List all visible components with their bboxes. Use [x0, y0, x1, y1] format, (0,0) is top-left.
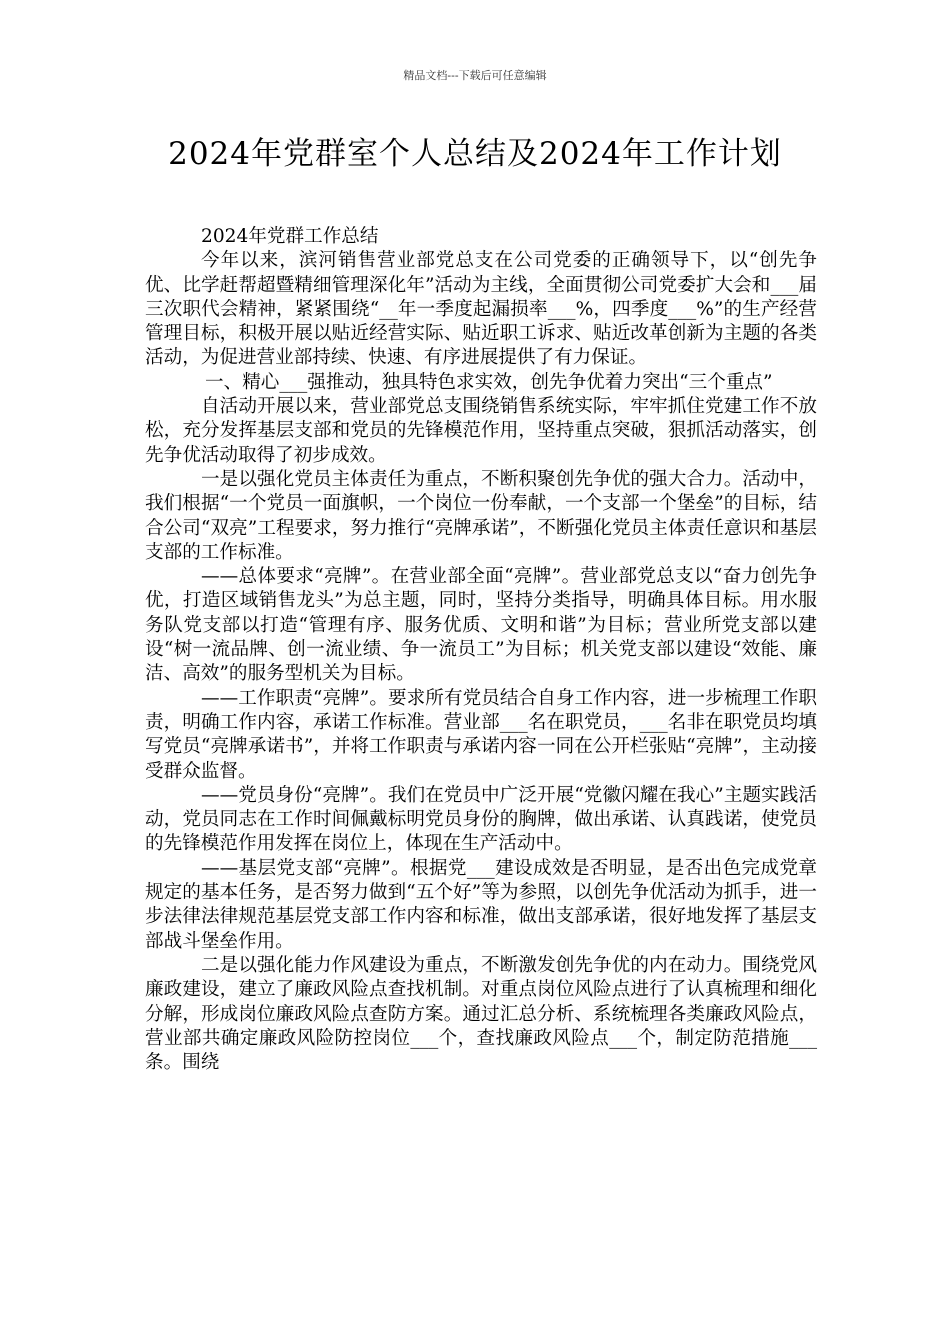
body-paragraph: 一是以强化党员主体责任为重点，不断积聚创先争优的强大合力。活动中，我们根据“一个党员一面旗帜，一个岗位一份奉献，一个支部一个堡垒”的目标，结合公司“双亮”工程要求，努力推行“亮牌承诺”，不断强化党员主体责任意识和基层支部的工作标准。 [145, 468, 817, 563]
body-paragraph: ——工作职责“亮牌”。要求所有党员结合自身工作内容，进一步梳理工作职责，明确工作内容，承诺工作标准。营业部___名在职党员，___名非在职党员均填写党员“亮牌承诺书”，并将工作职责与承诺内容一同在公开栏张贴“亮牌”，主动接受群众监督。 [145, 687, 817, 782]
body-paragraph: ——党员身份“亮牌”。我们在党员中广泛开展“党徽闪耀在我心”主题实践活动，党员同志在工作时间佩戴标明党员身份的胸牌，做出承诺、认真践诺，使党员的先锋模范作用发挥在岗位上，体现在生产活动中。 [145, 784, 817, 855]
document-title: 2024年党群室个人总结及2024年工作计划 [168, 136, 782, 172]
section-heading: 2024年党群工作总结 [201, 226, 379, 247]
document-body [145, 225, 817, 1075]
body-paragraph: 今年以来，滨河销售营业部党总支在公司党委的正确领导下，以“创先争优、比学赶帮超暨精细管理深化年”活动为主线，全面贯彻公司党委扩大会和___届三次职代会精神，紧紧围绕“__年一季度起漏损率___%，四季度___%”的生产经营管理目标，积极开展以贴近经营实际、贴近职工诉求、贴近改革创新为主题的各类活动，为促进营业部持续、快速、有序进展提供了有力保证。 [145, 250, 817, 369]
body-paragraph: ——总体要求“亮牌”。在营业部全面“亮牌”。营业部党总支以“奋力创先争优，打造区域销售龙头”为总主题，同时，坚持分类指导，明确具体目标。用水服务队党支部以打造“管理有序、服务优质、文明和谐”为目标；营业所党支部以建设“树一流品牌、创一流业绩、争一流员工”为目标；机关党支部以建设“效能、廉洁、高效”的服务型机关为目标。 [145, 566, 817, 685]
body-paragraph: ——基层党支部“亮牌”。根据党___建设成效是否明显，是否出色完成党章规定的基本任务，是否努力做到“五个好”等为参照，以创先争优活动为抓手，进一步法律法律规范基层党支部工作内容和标准，做出支部承诺，很好地发挥了基层支部战斗堡垒作用。 [145, 857, 817, 952]
header-note: 精品文档---下载后可任意编辑 [403, 69, 547, 82]
subsection-heading: 一、精心___强推动，独具特色求实效，创先争优着力突出“三个重点” [205, 371, 773, 393]
body-paragraph: 二是以强化能力作风建设为重点，不断激发创先争优的内在动力。围绕党风廉政建设，建立了廉政风险点查找机制。对重点岗位风险点进行了认真梳理和细化分解，形成岗位廉政风险点查防方案。通过汇总分析、系统梳理各类廉政风险点，营业部共确定廉政风险防控岗位___个，查找廉政风险点___个，制定防范措施___条。围绕 [145, 954, 817, 1074]
body-paragraph: 自活动开展以来，营业部党总支围绕销售系统实际，牢牢抓住党建工作不放松，充分发挥基层支部和党员的先锋模范作用，坚持重点突破，狠抓活动落实，创先争优活动取得了初步成效。 [145, 396, 817, 466]
